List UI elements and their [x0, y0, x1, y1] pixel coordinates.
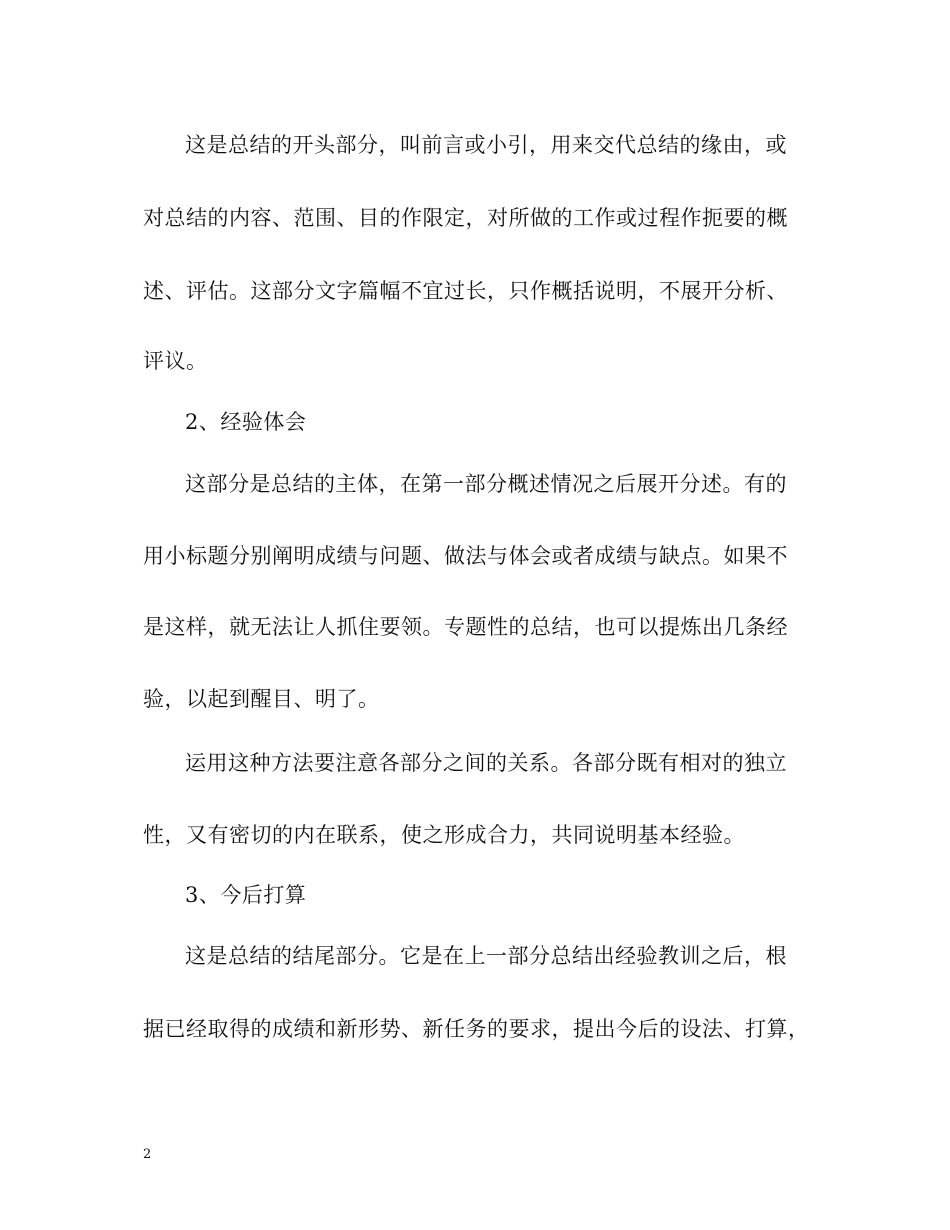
paragraph-line: 这是总结的开头部分，叫前言或小引，用来交代总结的缘由，或	[185, 133, 787, 157]
paragraph-line: 这是总结的结尾部分。它是在上一部分总结出经验教训之后，根	[185, 944, 787, 968]
paragraph-line: 对总结的内容、范围、目的作限定，对所做的工作或过程作扼要的概	[143, 206, 788, 230]
section-heading: 3、今后打算	[185, 883, 307, 907]
paragraph-line: 据已经取得的成绩和新形势、新任务的要求，提出今后的设法、打算，	[143, 1017, 810, 1041]
page-number: 2	[143, 1147, 152, 1162]
paragraph-line: 验，以起到醒目、明了。	[143, 687, 380, 711]
section-heading: 2、经验体会	[185, 410, 307, 434]
paragraph-line: 评议。	[143, 349, 208, 373]
paragraph-line: 述、评估。这部分文字篇幅不宜过长，只作概括说明，不展开分析、	[143, 279, 788, 303]
paragraph-line: 运用这种方法要注意各部分之间的关系。各部分既有相对的独立	[185, 751, 787, 775]
paragraph-line: 性，又有密切的内在联系，使之形成合力，共同说明基本经验。	[143, 823, 745, 847]
paragraph-line: 用小标题分别阐明成绩与问题、做法与体会或者成绩与缺点。如果不	[143, 544, 788, 568]
paragraph-line: 这部分是总结的主体，在第一部分概述情况之后展开分述。有的	[185, 472, 787, 496]
paragraph-line: 是这样，就无法让人抓住要领。专题性的总结，也可以提炼出几条经	[143, 615, 788, 639]
